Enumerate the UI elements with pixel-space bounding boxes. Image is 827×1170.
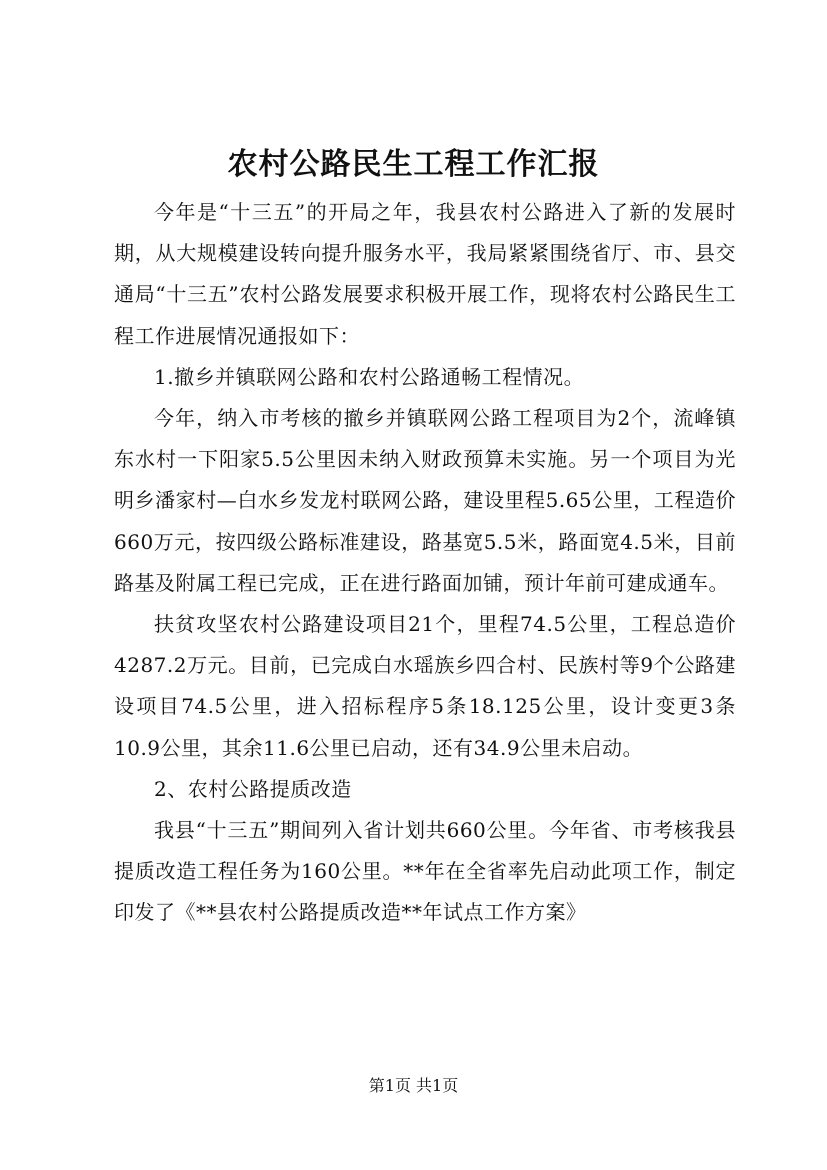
paragraph-network-roads: 今年，纳入市考核的撤乡并镇联网公路工程项目为2个，流峰镇东水村一下阳家5.5公里因未纳入财政预算未实施。另一个项目为光明乡潘家村—白水乡发龙村联网公路，建设里程5.65公里，工程造价660万元，按四级公路标准建设，路基宽5.5米，路面宽4.5米，目前路基及附属工程已完成，正在进行路面加铺，预计年前可建成通车。	[114, 406, 736, 595]
paragraph-upgrade: 我县“十三五”期间列入省计划共660公里。今年省、市考核我县提质改造工程任务为160公里。**年在全省率先启动此项工作，制定印发了《**县农村公路提质改造**年试点工作方案》	[114, 818, 736, 925]
section-heading-2: 2、农村公路提质改造	[154, 776, 352, 801]
document-title: 农村公路民生工程工作汇报	[227, 147, 600, 182]
page-number-footer: 第1页 共1页	[368, 1076, 459, 1095]
section-heading-1: 1.撤乡并镇联网公路和农村公路通畅工程情况。	[154, 364, 585, 389]
paragraph-intro: 今年是“十三五”的开局之年，我县农村公路进入了新的发展时期，从大规模建设转向提升服务水平，我局紧紧围绕省厅、市、县交通局“十三五”农村公路发展要求积极开展工作，现将农村公路民生工程工作进展情况通报如下：	[114, 200, 736, 348]
document-body	[114, 192, 736, 934]
paragraph-poverty-roads: 扶贫攻坚农村公路建设项目21个，里程74.5公里，工程总造价4287.2万元。目前，已完成白水瑶族乡四合村、民族村等9个公路建设项目74.5公里，进入招标程序5条18.125公里，设计变更3条10.9公里，其余11.6公里已启动，还有34.9公里未启动。	[114, 612, 736, 760]
